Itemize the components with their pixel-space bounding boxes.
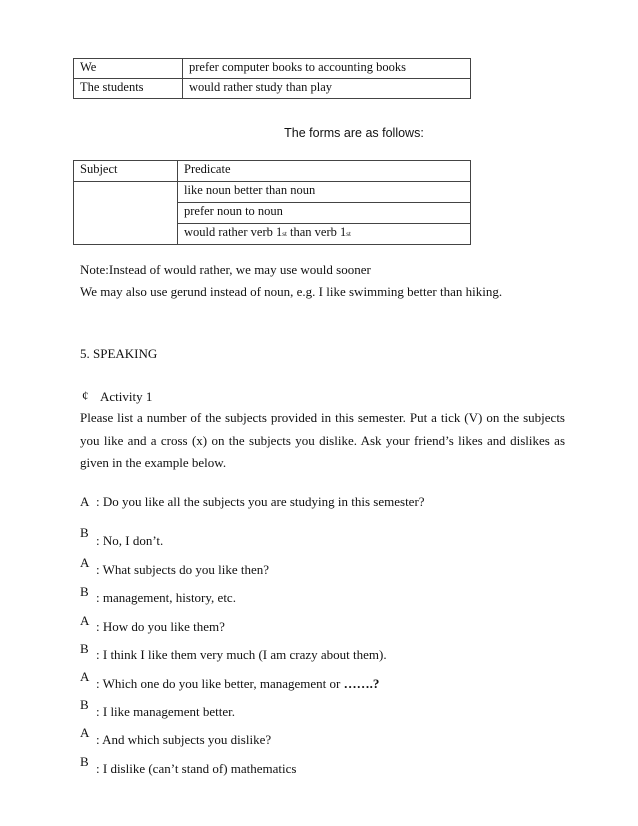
dialogue-line: : I dislike (can’t stand of) mathematics (96, 761, 297, 776)
speaker-label: A (80, 725, 90, 740)
bullet-icon: ¢ (82, 388, 89, 403)
table-cell-predicate: like noun better than noun (178, 182, 471, 203)
dialogue-line: : Do you like all the subjects you are studying in this semester? (96, 494, 425, 509)
speaker-label: B (80, 641, 89, 656)
table-cell-predicate: prefer computer books to accounting books (183, 59, 471, 79)
dialogue-line: : I like management better. (96, 704, 235, 719)
instruction-line-3: given in the example below. (80, 455, 227, 470)
table-cell-predicate: prefer noun to noun (178, 203, 471, 224)
form-text: would rather verb 1 (184, 225, 283, 239)
dialogue-ellipsis: …….? (343, 676, 380, 691)
speaker-label: B (80, 584, 89, 599)
dialogue-line: : I think I like them very much (I am crazy about them). (96, 647, 387, 662)
example-table (73, 58, 471, 99)
speaker-label: A (80, 669, 90, 684)
table-cell-predicate (178, 224, 471, 245)
table-cell-subject: The students (74, 79, 183, 99)
table-cell-subject: We (74, 59, 183, 79)
table-row (74, 182, 471, 203)
dialogue-line (96, 676, 379, 692)
dialogue-line: : What subjects do you like then? (96, 562, 270, 577)
dialogue-line: : No, I don’t. (96, 533, 164, 548)
forms-table (73, 160, 471, 245)
dialogue-line: : How do you like them? (96, 619, 225, 634)
table-cell-empty (74, 182, 178, 245)
speaker-label: A (80, 613, 90, 628)
header-subject: Subject (74, 161, 178, 182)
speaker-label: A (80, 494, 90, 509)
note-line-1: Note:Instead of would rather, we may use would sooner (80, 262, 371, 277)
instruction-line-1: Please list a number of the subjects provided in this semester. Put a tick (V) on the subjects (80, 410, 565, 425)
speaker-label: B (80, 754, 89, 769)
speaker-label: A (80, 555, 90, 570)
speaker-label: B (80, 525, 89, 540)
table-cell-predicate: would rather study than play (183, 79, 471, 99)
note-line-2: We may also use gerund instead of noun, e.g. I like swimming better than hiking. (80, 284, 503, 299)
dialogue-line: : And which subjects you dislike? (96, 732, 272, 747)
forms-caption: The forms are as follows: (284, 126, 424, 140)
dialogue-text: : Which one do you like better, management or (96, 676, 344, 691)
ordinal-suffix: st (346, 230, 351, 238)
dialogue-line: : management, history, etc. (96, 590, 236, 605)
speaker-label: B (80, 697, 89, 712)
table-row (74, 79, 471, 99)
instruction-line-2: you like and a cross (x) on the subjects you dislike. Ask your friend’s likes and dislikes as (80, 433, 565, 448)
table-row (74, 59, 471, 79)
section-heading: 5. SPEAKING (80, 346, 158, 361)
ordinal-suffix: st (282, 230, 287, 238)
table-row (74, 161, 471, 182)
header-predicate: Predicate (178, 161, 471, 182)
form-text: than verb 1 (286, 225, 347, 239)
activity-label: Activity 1 (100, 389, 153, 404)
